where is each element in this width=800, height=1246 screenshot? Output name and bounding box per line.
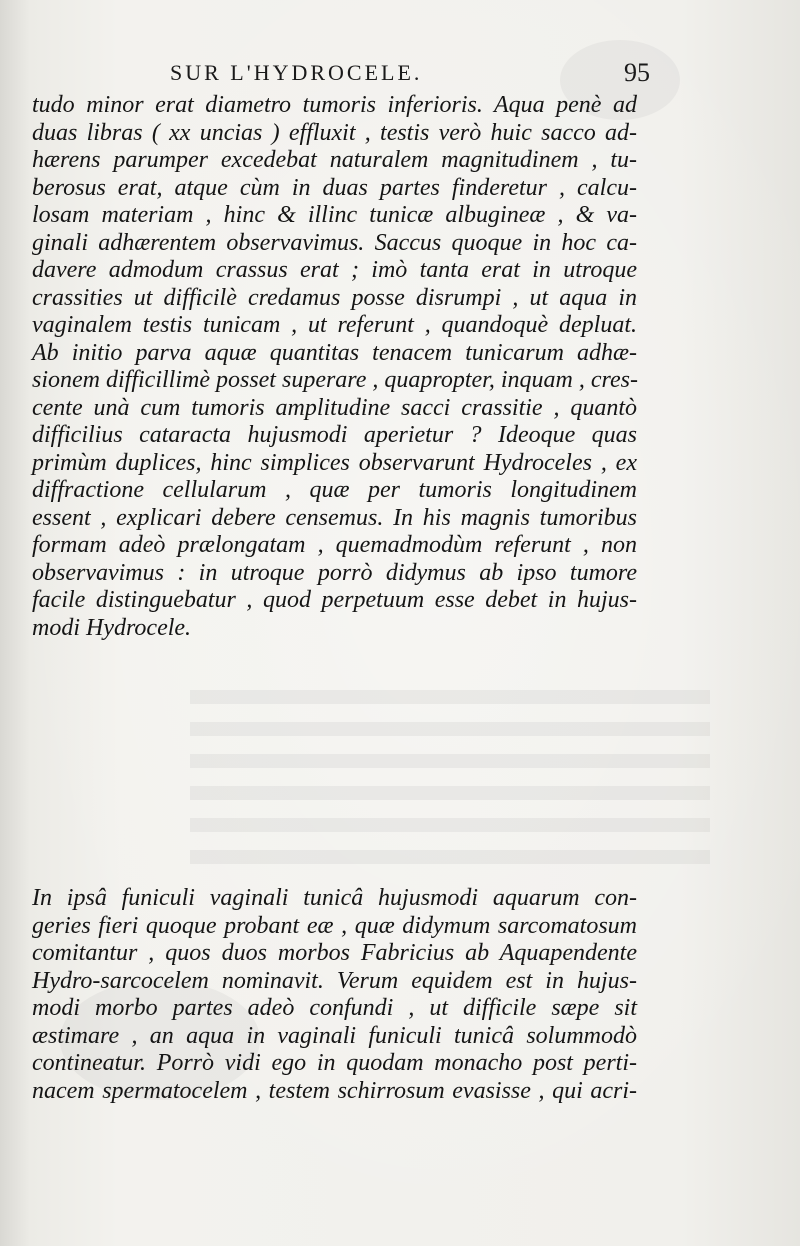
text-line: cente unà cum tumoris amplitudine sacci crassitie , quantò — [32, 394, 637, 421]
bleed-through-strip — [190, 786, 710, 800]
text-line: observavimus : in utroque porrò didymus ab ipso tumore — [32, 559, 637, 586]
text-line: difficilius cataracta hujusmodi aperietur ? Ideoque quas — [32, 422, 637, 448]
bleed-through-strip — [190, 690, 710, 704]
second-paragraph — [32, 885, 637, 1105]
text-line: primùm duplices, hinc simplices observarunt Hydroceles , ex — [32, 449, 637, 476]
text-line: facile distinguebatur , quod perpetuum esse debet in hujus- — [32, 587, 637, 613]
main-paragraph — [32, 92, 637, 642]
page-header — [170, 58, 650, 92]
text-line: ginali adhærentem observavimus. Saccus quoque in hoc ca- — [32, 229, 637, 256]
text-line: diffractione cellularum , quæ per tumoris longitudinem — [32, 477, 637, 503]
text-line: formam adeò prælongatam , quemadmodùm referunt , non — [32, 532, 637, 558]
text-line: losam materiam , hinc & illinc tunicæ albugineæ , & va- — [32, 202, 637, 228]
text-line: tudo minor erat diametro tumoris inferioris. Aqua penè ad — [32, 92, 637, 118]
bleed-through-strip — [190, 722, 710, 736]
text-line: Ab initio parva aquæ quantitas tenacem tunicarum adhæ- — [32, 339, 637, 366]
text-line: geries fieri quoque probant eæ , quæ didymum sarcomatosum — [32, 912, 637, 939]
text-line: davere admodum crassus erat ; imò tanta erat in utroque — [32, 257, 637, 283]
text-line: crassities ut difficilè credamus posse disrumpi , ut aqua in — [32, 284, 637, 311]
text-line: duas libras ( xx uncias ) effluxit , testis verò huic sacco ad- — [32, 119, 637, 146]
text-line: comitantur , quos duos morbos Fabricius ab Aquapendente — [32, 940, 637, 966]
text-line: hærens parumper excedebat naturalem magnitudinem , tu- — [32, 147, 637, 173]
text-line: In ipsâ funiculi vaginali tunicâ hujusmodi aquarum con- — [32, 885, 637, 911]
text-line: berosus erat, atque cùm in duas partes finderetur , calcu- — [32, 174, 637, 201]
text-line: nacem spermatocelem , testem schirrosum evasisse , qui acri- — [32, 1077, 637, 1104]
running-head: SUR L'HYDROCELE. — [170, 60, 423, 85]
bleed-through-strip — [190, 754, 710, 768]
text-line: Hydro-sarcocelem nominavit. Verum equidem est in hujus- — [32, 967, 637, 994]
text-line: modi Hydrocele. — [32, 614, 192, 641]
page-number: 95 — [624, 58, 650, 87]
text-line: essent , explicari debere censemus. In his magnis tumoribus — [32, 504, 637, 531]
bleed-through-strip — [190, 850, 710, 864]
text-line: vaginalem testis tunicam , ut referunt , quandoquè depluat. — [32, 312, 637, 338]
bleed-through-strip — [190, 818, 710, 832]
text-line: contineatur. Porrò vidi ego in quodam monacho post perti- — [32, 1050, 637, 1076]
text-line: modi morbo partes adeò confundi , ut difficile sæpe sit — [32, 995, 637, 1021]
text-line: æstimare , an aqua in vaginali funiculi tunicâ solummodò — [32, 1022, 637, 1049]
text-line: sionem difficillimè posset superare , quapropter, inquam , cres- — [32, 367, 638, 393]
